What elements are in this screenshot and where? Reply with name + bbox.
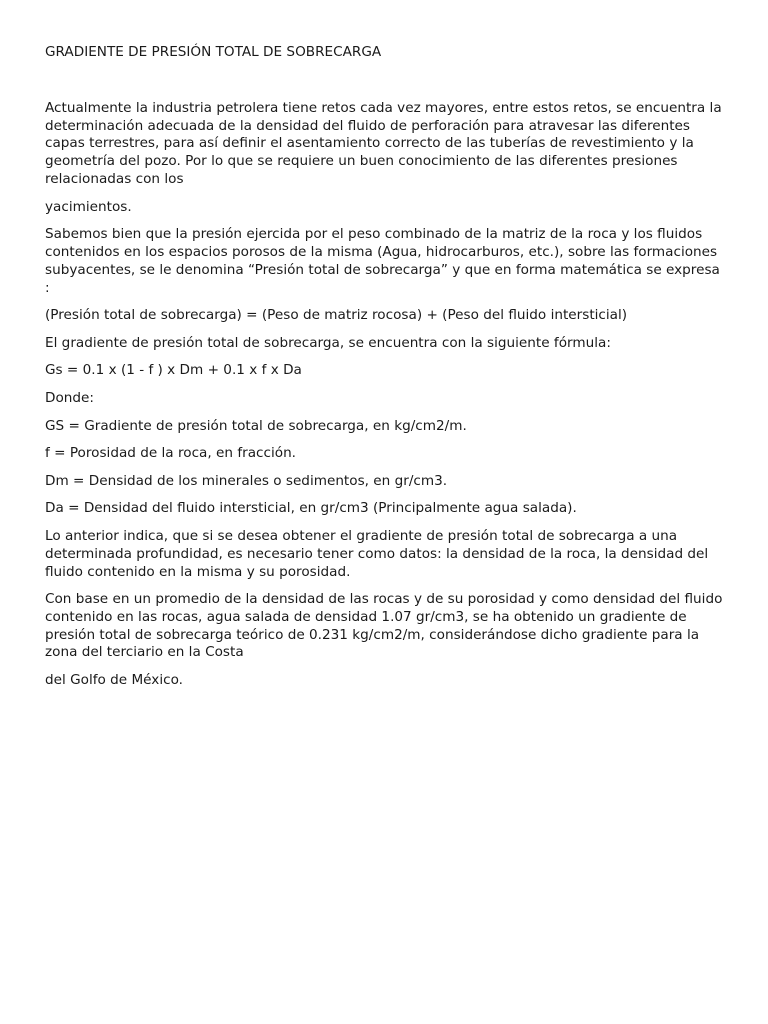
paragraph-def-f: f = Porosidad de la roca, en fracción. — [45, 445, 296, 462]
paragraph-intro: Actualmente la industria petrolera tiene retos cada vez mayores, entre estos retos, se encuentra la determinación adecuada de la densidad del fluido de perforación para atravesar las diferentes capas terrestres, para así definir el asentamiento correcto de las tuberías de revestimiento y la geometría del pozo. Por lo que se requiere un buen conocimiento de las diferentes presiones relacionadas con los — [45, 99, 722, 187]
document-title: GRADIENTE DE PRESIÓN TOTAL DE SOBRECARGA — [45, 44, 382, 60]
paragraph-formula: Gs = 0.1 x (1 - f ) x Dm + 0.1 x f x Da — [45, 362, 302, 379]
paragraph-donde: Donde: — [45, 389, 94, 406]
paragraph-def-dm: Dm = Densidad de los minerales o sedimentos, en gr/cm3. — [45, 472, 448, 489]
paragraph-def-gs: GS = Gradiente de presión total de sobrecarga, en kg/cm2/m. — [45, 417, 467, 434]
document-page — [45, 44, 725, 700]
paragraph-yacimientos: yacimientos. — [45, 198, 132, 215]
paragraph-region: del Golfo de México. — [45, 672, 184, 689]
paragraph-result: Con base en un promedio de la densidad de las rocas y de su porosidad y como densidad del fluido contenido en las rocas, agua salada de densidad 1.07 gr/cm3, se ha obtenido un gradiente de presión total de sobrecarga teórico de 0.231 kg/cm2/m, considerándose dicho gradiente para la zona del terciario en la Costa — [45, 591, 723, 661]
paragraph-equation-words: (Presión total de sobrecarga) = (Peso de matriz rocosa) + (Peso del fluido intersticial) — [45, 307, 628, 324]
paragraph-definition: Sabemos bien que la presión ejercida por el peso combinado de la matriz de la roca y los fluidos contenidos en los espacios porosos de la misma (Agua, hidrocarburos, etc.), sobre las formaciones subyacentes, se le denomina “Presión total de sobrecarga” y que en forma matemática se expresa : — [45, 226, 720, 296]
paragraph-def-da: Da = Densidad del fluido intersticial, en gr/cm3 (Principalmente agua salada). — [45, 500, 577, 517]
paragraph-explanation: Lo anterior indica, que si se desea obtener el gradiente de presión total de sobrecarga a una determinada profundidad, es necesario tener como datos: la densidad de la roca, la densidad del fluido contenido en la misma y su porosidad. — [45, 527, 709, 580]
paragraph-formula-intro: El gradiente de presión total de sobrecarga, se encuentra con la siguiente fórmula: — [45, 334, 611, 351]
